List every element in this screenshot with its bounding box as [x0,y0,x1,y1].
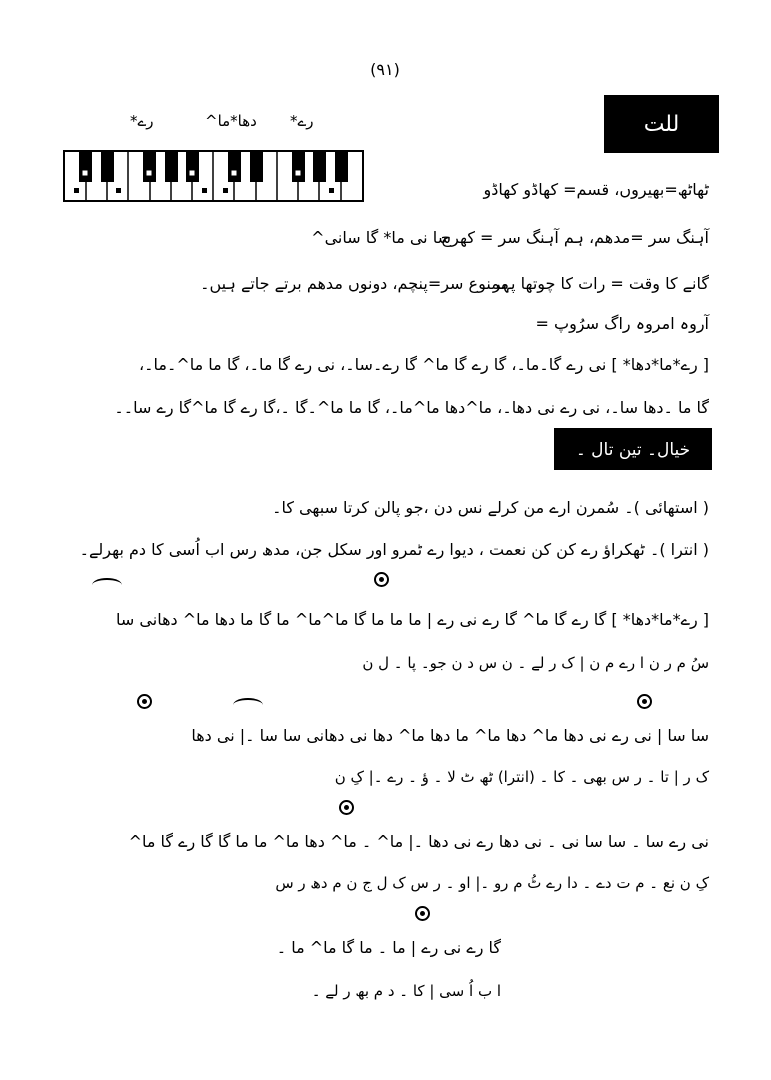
page-number: (۹۱) [370,60,400,79]
aahang-notes-line: سا نی ما* گا سانی^ [311,228,451,247]
notation-row-3-notes: نی رے سا ۔ سا سا نی ۔ نی دھا رے نی دھا ۔| ما^ ۔ ما^ دھا ما^ ما ما گا گا رے گا ما^ [128,832,709,851]
antara-lyrics: ( انترا )۔ ٹھکراؤ رے کن کن نعمت ، دیوا رے ٹمرو اور سکل جن، مدھ رس اب اُسی کا دم بھرلے۔ [79,540,709,559]
time-line: گانے کا وقت = رات کا چوتھا پہر [492,274,709,293]
notation-row-1-lyrics: سُ م ر ن ا رے م ن | ک ر لے ۔ ن س د ن جو۔ پا ۔ ل ن [362,654,709,672]
sam-mark-icon [415,906,430,921]
notation-row-1-notes: [ رے*ما*دھا* ] گا رے گا ما^ گا رے نی رے | ما ما ما گا ما^ما^ ما گا ما دھا ما^ دھانی سا [116,610,709,629]
raga-roop-line-2: گا ما ۔دھا سا۔، نی رے نی دھا۔، ما^دھا ما^ما۔، گا ما ما^۔گا ۔،گا رے گا ما^گا رے سا۔۔ [114,398,709,417]
notation-row-2-notes: سا سا | نی رے نی دھا ما^ دھا ما^ ما دھا ما^ دھا نی دھانی سا سا ۔| نی دھا [191,726,709,745]
slur-arc-icon [92,578,122,592]
section-heading: خیال۔ تین تال ۔ [554,428,712,470]
slur-arc-icon [233,698,263,712]
aahang-sur-line: آہنگ سر =مدھم، ہم آہنگ سر = کھرج [440,228,709,247]
notation-row-4-lyrics: ا ب اُ سی | کا ۔ د م بھ ر لے ۔ [311,982,501,1000]
sam-mark-icon [637,694,652,709]
notation-row-2-lyrics: ک ر | تا ۔ ر س بھی ۔ کا ۔ (انترا) ٹھ ٹ لا ۔ ؤ ۔ رے ۔| کِ ن [334,768,709,786]
sam-mark-icon [137,694,152,709]
keyboard-label-re-1: رے* [290,112,314,130]
thaat-line: ٹھاٹھ=بھیروں، قسم= کھاڈو کھاڈو [483,180,709,199]
notation-row-4-notes: گا رے نی رے | ما ۔ ما گا ما^ ما ۔ [276,938,501,957]
notation-row-3-lyrics: کِ ن نع ۔ م ت دے ۔ دا رے ٹُ م رو ۔| او ۔ ر س ک ل ج ن م دھ ر س [275,874,709,892]
forbidden-notes-line: ممنوع سر=پنچم، دونوں مدھم برتے جاتے ہیں۔ [200,274,509,293]
sthai-lyrics: ( استھائی )۔ سُمرن ارے من کرلے نس دن ،جو پالن کرتا سبھی کا۔ [272,498,709,517]
piano-keyboard-icon [63,150,364,202]
raga-roop-line-1: [ رے*ما*دھا* ] نی رے گا۔ما۔، گا رے گا ما^ گا رے۔سا۔، نی رے گا ما۔، گا ما ما^۔ما۔، [139,355,709,374]
sam-mark-icon [339,800,354,815]
aroh-line: آروہ امروہ راگ سرُوپ = [535,314,709,333]
raga-title: للت [604,95,719,153]
sam-mark-icon [374,572,389,587]
keyboard-label-re-2: رے* [130,112,154,130]
keyboard-label-dha-ma: دھا*ما^ [205,112,257,130]
